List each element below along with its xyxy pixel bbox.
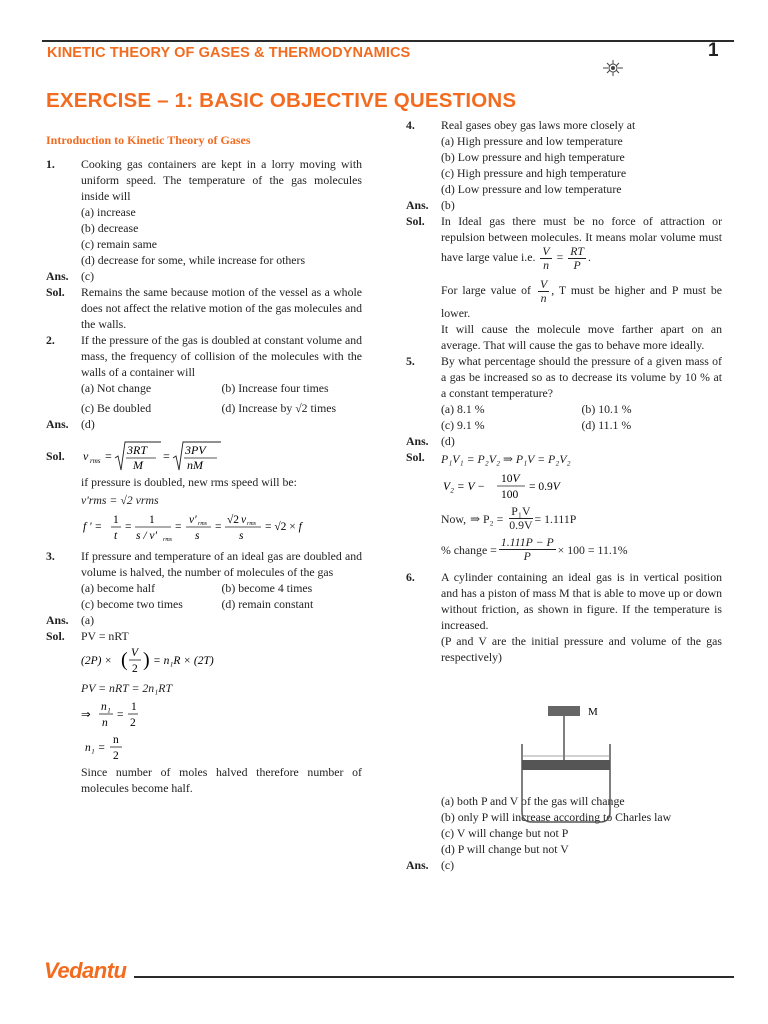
question-note: (P and V are the initial pressure and volume of the gas respectively) — [441, 634, 722, 664]
solution-3 — [46, 628, 362, 796]
question-2 — [46, 332, 362, 416]
svg-text:1: 1 — [113, 514, 119, 526]
svg-text:V₂ = V −: V₂ = V − — [443, 481, 485, 493]
solution-text: Remains the same because motion of the vessel as a whole does not affect the relative motion of the gas molecules and the walls. — [81, 285, 362, 331]
solution-label: Sol. — [406, 214, 425, 228]
svg-text:rms: rms — [247, 521, 257, 527]
answer-label: Ans. — [46, 417, 69, 431]
svg-text:rms: rms — [198, 521, 208, 527]
solution-5: Sol. P₁V₁ = P₂V₂ ⇒ P₁V = P₂V₂ V₂ = V − 10V 100 = 0.9V Now, ⇒ P₂ = $\frac{\text{P₁V}}{0.9V}$ = 1.111P % change = $\frac{1.111P - P}{P}$ × 100 = 11.1% — [406, 449, 722, 563]
left-column — [46, 132, 362, 796]
svg-text:f ' =: f ' = — [83, 521, 103, 533]
option: (d) remain constant — [221, 597, 314, 611]
molar-volume-fraction: $\frac{V}{n}$ — [542, 244, 550, 272]
svg-text:v: v — [241, 514, 247, 526]
formula: PV = nRT = 2n₁RT — [81, 681, 173, 695]
v-over-n-fraction: $\frac{V}{n}$ — [539, 277, 548, 305]
option: (d) P will change but not V — [441, 842, 569, 856]
solution-1 — [46, 284, 362, 332]
option: (b) Low pressure and high temperature — [441, 150, 625, 164]
answer-value: (a) — [81, 613, 95, 627]
svg-text:= n₁R × (2T): = n₁R × (2T) — [153, 655, 214, 667]
question-number: 6. — [406, 570, 415, 584]
svg-text:= 0.9V: = 0.9V — [529, 481, 560, 493]
svg-text:=: = — [125, 521, 132, 533]
svg-text:1: 1 — [149, 514, 155, 526]
vrms-formula — [81, 438, 231, 474]
option: (b) 10.1 % — [581, 402, 632, 416]
svg-text:=: = — [105, 449, 112, 463]
svg-text:(2P) ×: (2P) × — [81, 655, 113, 667]
svg-text:n₁: n₁ — [101, 701, 111, 713]
svg-text:=: = — [117, 709, 124, 721]
frequency-formula — [81, 510, 331, 544]
answer-label: Ans. — [406, 434, 429, 448]
option: (d) Increase by √2 times — [221, 401, 337, 415]
option: (a) become half — [81, 581, 156, 595]
vrms-prime-formula: v'rms = √2 vrms — [81, 493, 159, 507]
question-text: Real gases obey gas laws more closely at — [441, 118, 636, 132]
v2-formula — [441, 469, 581, 503]
question-4 — [406, 117, 722, 197]
solution-label: Sol. — [46, 285, 65, 299]
svg-text:rms: rms — [90, 457, 101, 465]
question-number: 5. — [406, 354, 415, 368]
page-number: 1 — [708, 40, 719, 61]
piston-mass-block — [548, 706, 580, 716]
option: (a) Not change — [81, 381, 152, 395]
n1-formula — [81, 732, 181, 764]
question-text: A cylinder containing an ideal gas is in vertical position and has a piston of mass M that is able to move up or down without friction, as shown in figure. If the temperature is increased. — [441, 570, 722, 632]
svg-text:3RT: 3RT — [127, 443, 148, 457]
answer-label: Ans. — [406, 198, 429, 212]
svg-text:10V: 10V — [501, 473, 520, 485]
option: (a) increase — [81, 205, 136, 219]
piston-disk — [522, 760, 610, 770]
svg-text:s / v': s / v' — [136, 530, 157, 542]
section-heading: Introduction to Kinetic Theory of Gases — [46, 133, 251, 147]
pressure-formula — [81, 644, 241, 678]
svg-text:n₁ =: n₁ = — [85, 742, 106, 754]
ornament-icon — [600, 58, 626, 78]
svg-text:=: = — [215, 521, 222, 533]
solution-2 — [46, 438, 362, 544]
svg-text:): ) — [143, 649, 150, 671]
option: (b) become 4 times — [221, 581, 313, 595]
result: = 1.111P — [534, 511, 577, 526]
result: × 100 = 11.1% — [557, 542, 628, 557]
solution-text: In Ideal gas there must be no force of attraction or repulsion between molecules. It means molar volume must have large value i.e. — [441, 214, 722, 265]
option: (b) Increase four times — [221, 381, 329, 395]
question-number: 4. — [406, 118, 415, 132]
answer-label: Ans. — [406, 858, 429, 872]
option: (c) become two times — [81, 597, 183, 611]
svg-text:n: n — [102, 717, 108, 729]
option: (c) 9.1 % — [441, 418, 485, 432]
svg-text:100: 100 — [501, 489, 519, 501]
answer-4 — [406, 197, 722, 213]
question-text: If the pressure of the gas is doubled at constant volume and mass, the frequency of collision of the molecules with the walls of a container will — [81, 333, 362, 379]
answer-value: (c) — [441, 858, 455, 872]
vedantu-logo: Vedantu — [44, 958, 127, 983]
answer-value: (d) — [81, 417, 95, 431]
svg-text:nM: nM — [187, 458, 203, 472]
question-number: 3. — [46, 549, 55, 563]
svg-text:v': v' — [189, 514, 197, 526]
svg-text:V: V — [131, 647, 139, 659]
solution-label: Sol. — [46, 629, 65, 643]
svg-text:M: M — [133, 458, 143, 472]
solution-label: Sol. — [406, 450, 425, 464]
exercise-title: EXERCISE – 1: BASIC OBJECTIVE QUESTIONS — [46, 89, 517, 112]
solution-4: Sol. In Ideal gas there must be no force of attraction or repulsion between molecules. It means molar volume must have large value i.e. $\frac{V}{n}$ = $\frac{RT}{P}$ . For large value of $\frac{V}{n}$ , T must be higher and P must be lower. It will cause the molecule move farther apart on an average. That will cause the gas to behave more ideally. — [406, 214, 722, 352]
svg-text:t: t — [114, 530, 118, 542]
option: (c) V will change but not P — [441, 826, 569, 840]
question-text: Cooking gas containers are kept in a lorry moving with uniform speed. The temperature of the gas molecules inside will — [81, 157, 362, 203]
solution-text: Now, — [441, 511, 467, 526]
answer-value: (c) — [81, 269, 95, 283]
svg-text:=: = — [163, 449, 170, 463]
ratio-formula — [81, 698, 181, 732]
option: (c) High pressure and high temperature — [441, 166, 627, 180]
question-5 — [406, 353, 722, 433]
svg-text:2: 2 — [132, 663, 138, 675]
question-number: 1. — [46, 157, 55, 171]
svg-text:2: 2 — [130, 717, 136, 729]
solution-text: For large value of — [441, 283, 531, 298]
svg-text:=: = — [175, 521, 182, 533]
option: (a) both P and V of the gas will change — [441, 794, 625, 808]
svg-text:√2: √2 — [227, 514, 240, 526]
option: (c) Be doubled — [81, 401, 152, 415]
solution-label: Sol. — [46, 449, 65, 463]
formula: P₁V₁ = P₂V₂ ⇒ P₁V = P₂V₂ — [441, 452, 571, 466]
p2-fraction: $\frac{\text{P₁V}}{0.9V}$ — [509, 504, 533, 532]
solution-text: It will cause the molecule move farther apart on an average. That will cause the gas to behave more ideally. — [441, 322, 722, 352]
answer-3 — [46, 612, 362, 628]
answer-label: Ans. — [46, 269, 69, 283]
option: (c) remain same — [81, 237, 157, 251]
question-1 — [46, 156, 362, 268]
answer-6 — [406, 857, 722, 873]
solution-text: if pressure is doubled, new rms speed will be: — [81, 475, 297, 489]
question-3 — [46, 548, 362, 612]
option: (d) decrease for some, while increase for others — [81, 253, 306, 267]
svg-text:n: n — [113, 734, 119, 746]
answer-value: (b) — [441, 198, 455, 212]
option: (d) Low pressure and low temperature — [441, 182, 622, 196]
rt-over-p-fraction: $\frac{RT}{P}$ — [570, 244, 584, 272]
option: (a) 8.1 % — [441, 402, 485, 416]
option: (a) High pressure and low temperature — [441, 134, 623, 148]
question-text: By what percentage should the pressure of a given mass of a gas be increased so as to decrease its volume by 10 % at a constant temperature? — [441, 354, 722, 400]
question-number: 2. — [46, 333, 55, 347]
answer-1 — [46, 268, 362, 284]
svg-text:3PV: 3PV — [185, 443, 206, 457]
svg-text:(: ( — [121, 649, 128, 671]
chapter-title: KINETIC THEORY OF GASES & THERMODYNAMICS — [47, 45, 411, 61]
solution-text: Since number of moles halved therefore number of molecules become half. — [81, 765, 362, 795]
svg-text:= √2 × f: = √2 × f — [265, 521, 302, 533]
option: (b) decrease — [81, 221, 139, 235]
solution-text: PV = nRT — [81, 629, 129, 643]
piston-cylinder-figure — [516, 704, 616, 824]
percent-change-fraction: $\frac{1.111P - P}{P}$ — [500, 535, 554, 563]
svg-text:rms: rms — [163, 537, 173, 543]
svg-text:s: s — [239, 530, 244, 542]
solution-text: , T must be higher and P must be lower. — [441, 283, 722, 320]
answer-value: (d) — [441, 434, 455, 448]
answer-5 — [406, 433, 722, 449]
svg-text:2: 2 — [113, 750, 119, 762]
option: (d) 11.1 % — [581, 418, 632, 432]
question-text: If pressure and temperature of an ideal gas are doubled and volume is halved, the number of molecules of the gas — [81, 549, 362, 579]
svg-text:s: s — [195, 530, 200, 542]
header-rule — [42, 40, 734, 42]
svg-text:⇒: ⇒ — [81, 709, 91, 721]
mass-label: M — [588, 706, 598, 718]
svg-text:1: 1 — [131, 701, 137, 713]
solution-text: % change = — [441, 542, 497, 557]
footer-rule — [134, 976, 734, 978]
option: (b) only P will increase according to Charles law — [441, 810, 672, 824]
svg-text:v: v — [83, 449, 89, 463]
answer-label: Ans. — [46, 613, 69, 627]
answer-2 — [46, 416, 362, 432]
